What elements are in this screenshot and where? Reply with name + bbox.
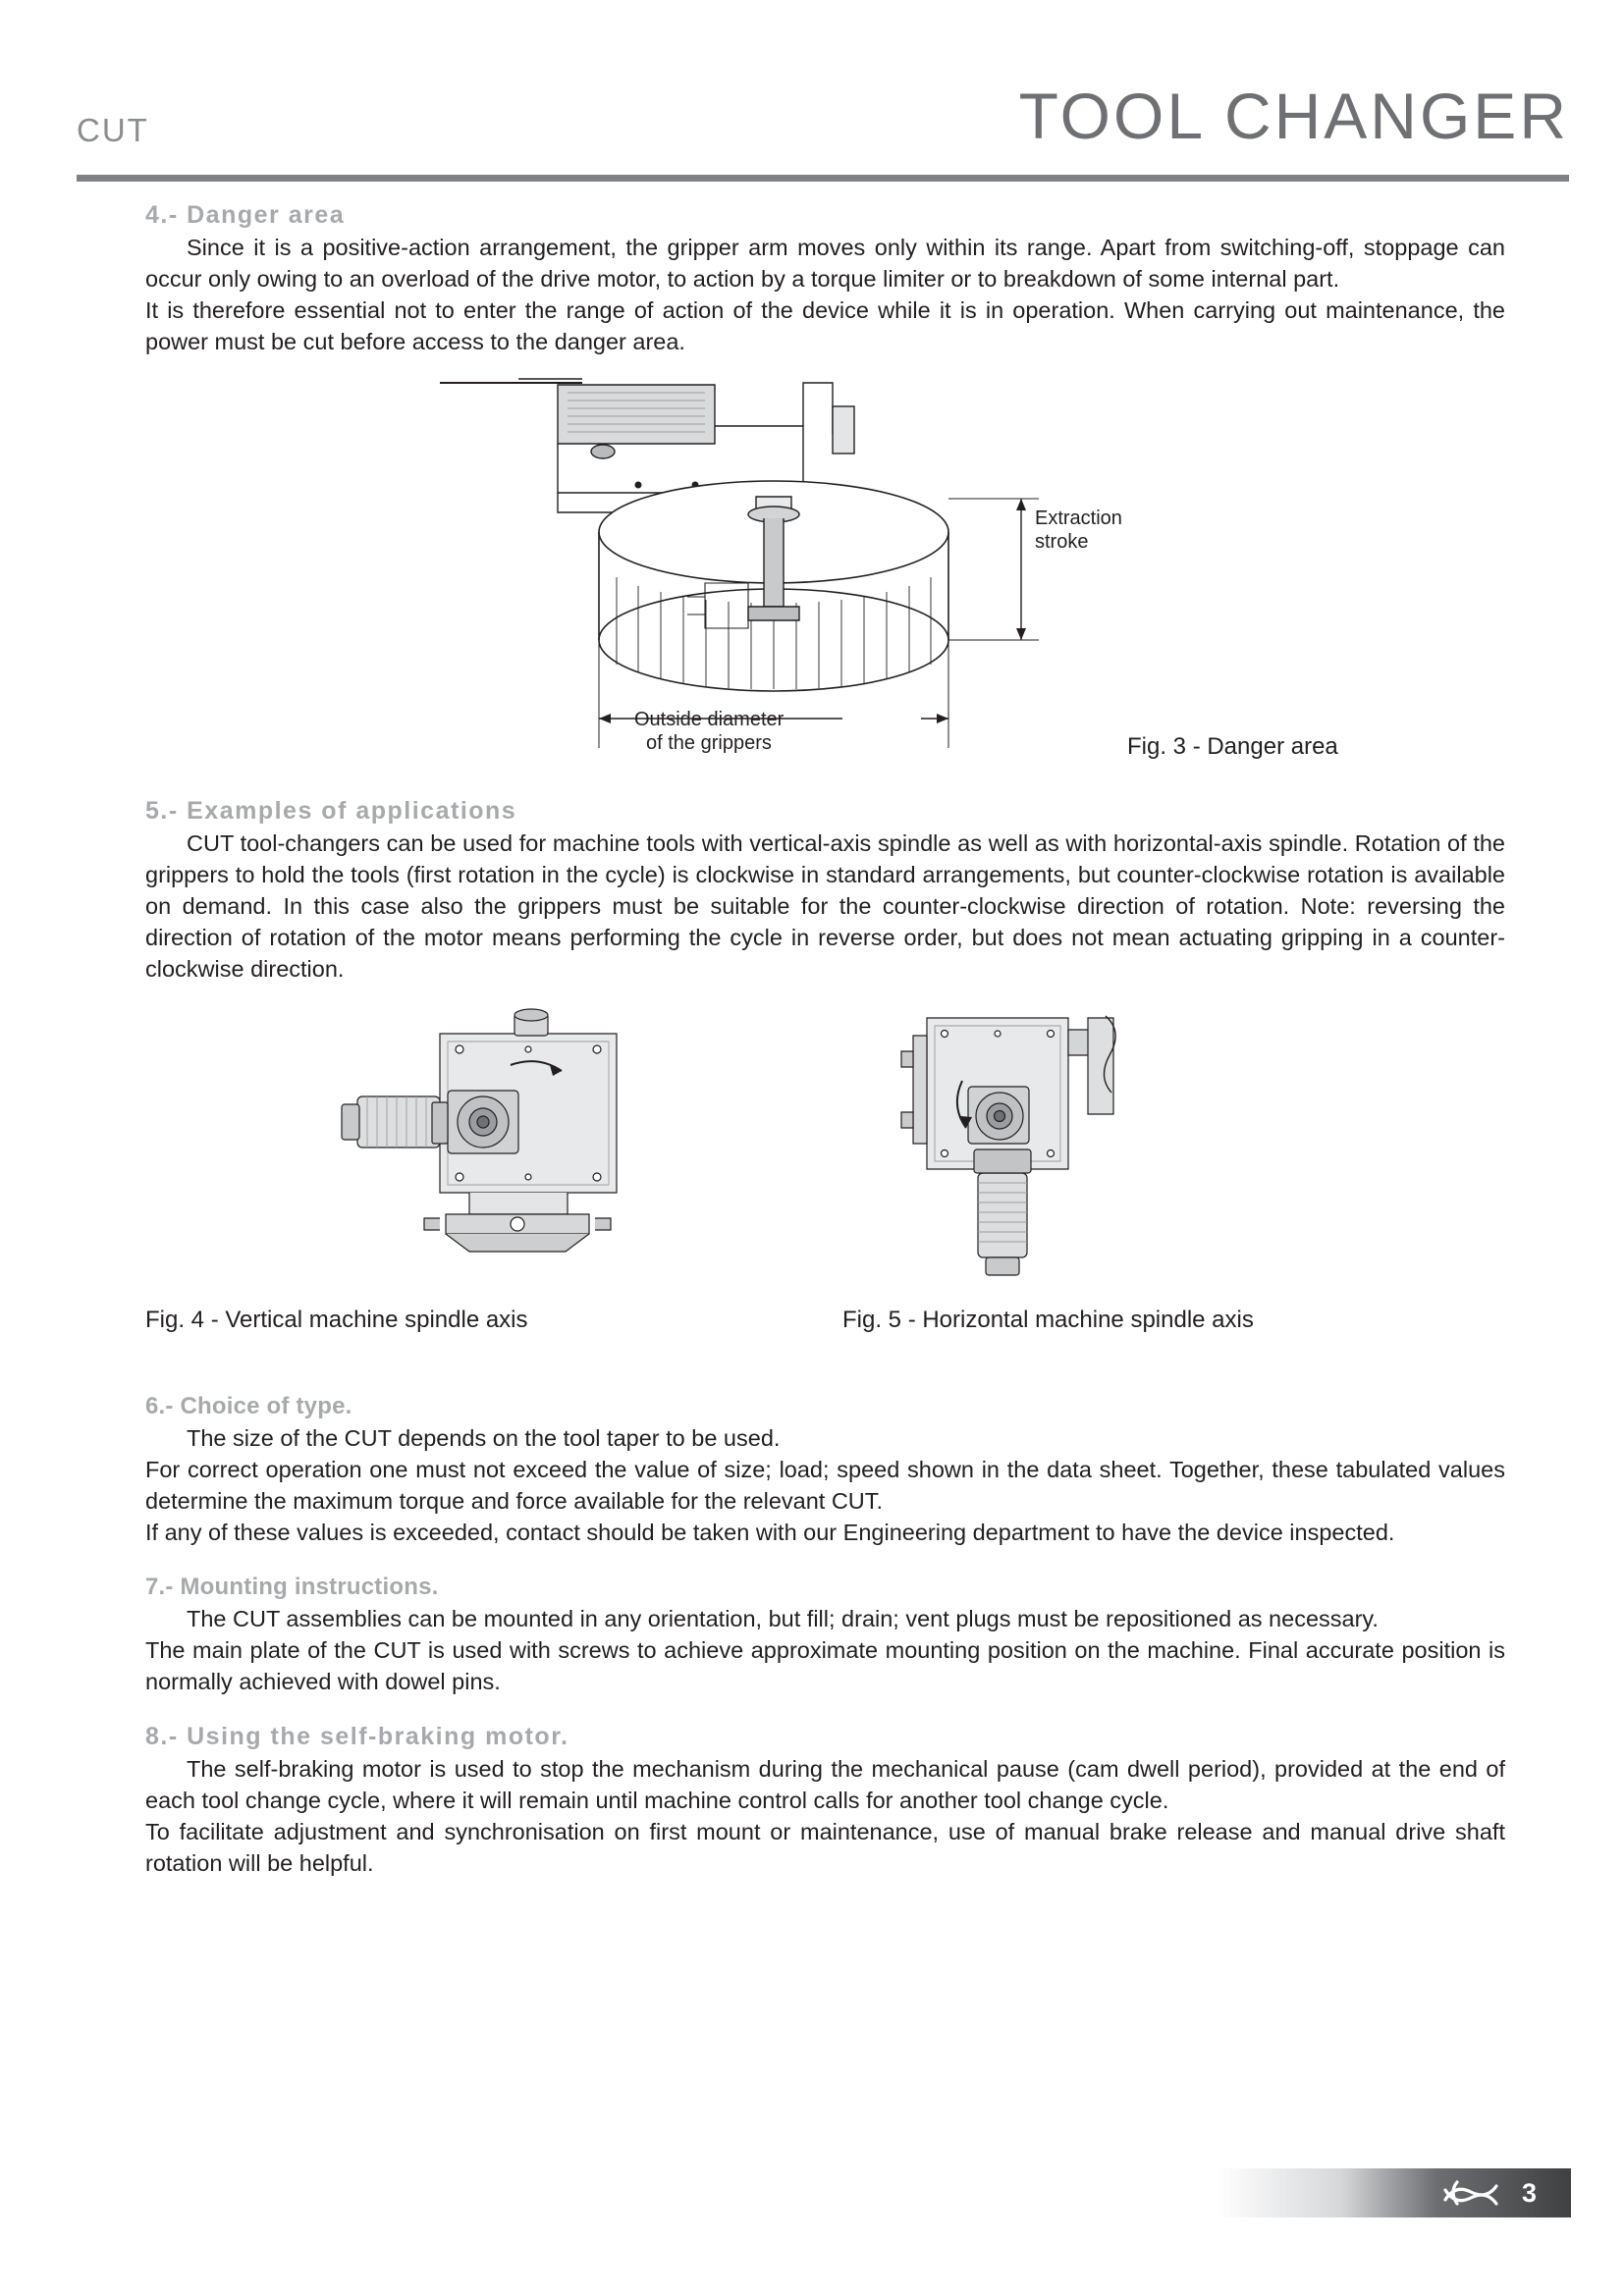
section-heading-8: 8.- Using the self-braking motor. xyxy=(145,1723,569,1750)
header-product-label: CUT xyxy=(77,112,149,148)
figure-3-label-diameter-line1: Outside diameter xyxy=(634,709,785,730)
figure-3-image xyxy=(410,375,1216,768)
figures-4-5-captions xyxy=(145,1307,1505,1346)
section-heading-7: 7.- Mounting instructions. xyxy=(145,1574,439,1600)
section-heading-4: 4.- Danger area xyxy=(145,201,346,229)
section-mounting-instructions xyxy=(145,1574,1505,1697)
figure-3-label-diameter-line2: of the grippers xyxy=(646,732,772,754)
figures-4-5-block xyxy=(145,1006,1505,1301)
figure-5-image xyxy=(892,996,1147,1296)
section-heading-5: 5.- Examples of applications xyxy=(145,797,517,825)
section-4-paragraph-1: Since it is a positive-action arrangement, the gripper arm moves only within its range. Apart from switching-off, stoppage can occur only owing to an overload of the drive motor, to action by a torque limiter or to breakdown of some internal part. xyxy=(145,235,1505,292)
company-logo-icon xyxy=(1435,2172,1504,2214)
page-title: TOOL CHANGER xyxy=(1018,80,1569,152)
page-number: 3 xyxy=(1522,2178,1538,2208)
figure-3-block xyxy=(145,375,1505,797)
section-7-paragraph-1: The CUT assemblies can be mounted in any orientation, but fill; drain; vent plugs must be repositioned as necessary. xyxy=(187,1606,1379,1631)
figure-3-caption: Fig. 3 - Danger area xyxy=(1127,733,1338,760)
figure-4-caption: Fig. 4 - Vertical machine spindle axis xyxy=(145,1307,528,1333)
footer-gradient-bar xyxy=(1218,2168,1571,2217)
section-4-paragraph-2: It is therefore essential not to enter the range of action of the device while it is in operation. When carrying out maintenance, the power must be cut before access to the danger area. xyxy=(145,297,1505,354)
header-divider xyxy=(77,175,1569,182)
section-choice-of-type xyxy=(145,1393,1505,1548)
figure-5-caption: Fig. 5 - Horizontal machine spindle axis xyxy=(842,1307,1254,1333)
page-footer xyxy=(1218,2164,1571,2221)
section-self-braking-motor xyxy=(145,1723,1505,1879)
figure-3-label-extraction-line2: stroke xyxy=(1035,531,1089,553)
page-header xyxy=(77,80,1569,183)
section-heading-6: 6.- Choice of type. xyxy=(145,1393,352,1419)
section-examples-of-applications xyxy=(145,797,1505,985)
section-8-paragraph-2: To facilitate adjustment and synchronisation on first mount or maintenance, use of manual brake release and manual drive shaft rotation will be helpful. xyxy=(145,1819,1505,1876)
section-5-paragraph-1: CUT tool-changers can be used for machine tools with vertical-axis spindle as well as with horizontal-axis spindle. Rotation of the grippers to hold the tools (first rotation in the cycle) is clockwise in standard arrangements, but counter-clockwise rotation is available on demand. In this case also the grippers must be suitable for the counter-clockwise direction of rotation. Note: reversing the direction of rotation of the motor means performing the cycle in reverse order, but does not mean actuating gripping in a counter-clockwise direction. xyxy=(145,830,1505,982)
section-6-paragraph-1: The size of the CUT depends on the tool taper to be used. xyxy=(187,1425,781,1451)
document-body xyxy=(145,201,1505,1879)
section-8-paragraph-1: The self-braking motor is used to stop the mechanism during the mechanical pause (cam dwell period), provided at the end of each tool change cycle, where it will remain until machine control calls for another tool change cycle. xyxy=(145,1756,1505,1813)
section-6-paragraph-2: For correct operation one must not exceed the value of size; load; speed shown in the data sheet. Together, these tabulated values determine the maximum torque and force available for the relevant CUT. xyxy=(145,1457,1505,1514)
figure-3-label-extraction-line1: Extraction xyxy=(1035,507,1122,529)
section-6-paragraph-3: If any of these values is exceeded, contact should be taken with our Engineering department to have the device inspected. xyxy=(145,1520,1395,1545)
figure-4-image xyxy=(322,1006,646,1286)
section-7-paragraph-2: The main plate of the CUT is used with screws to achieve approximate mounting position on the machine. Final accurate position is normally achieved with dowel pins. xyxy=(145,1637,1505,1694)
section-danger-area xyxy=(145,201,1505,357)
